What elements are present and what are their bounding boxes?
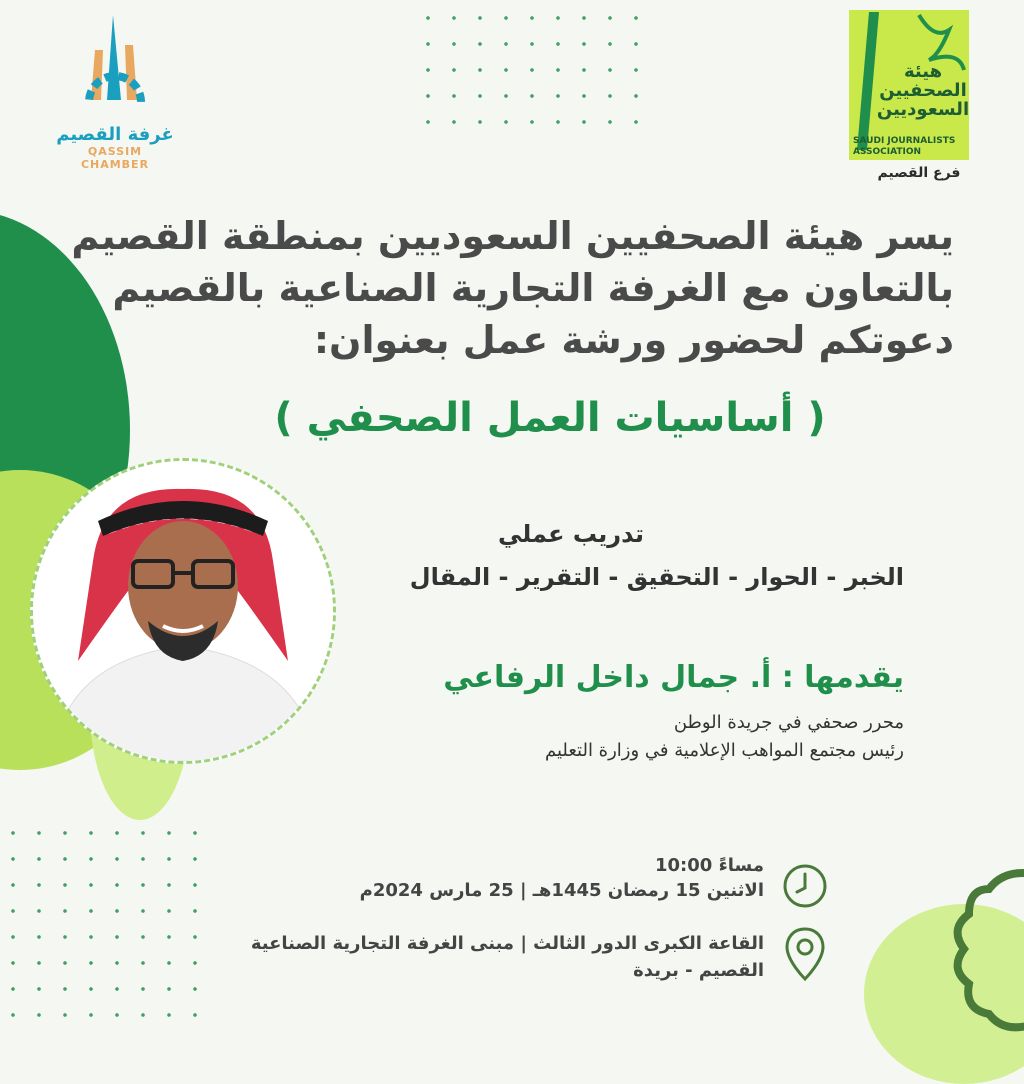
event-time: مساءً 10:00 xyxy=(655,855,764,876)
presenter-portrait-image xyxy=(33,461,333,761)
schedule-block xyxy=(360,855,764,901)
presenter-name: يقدمها : أ. جمال داخل الرفاعي xyxy=(443,660,904,695)
headline-line-2: بالتعاون مع الغرفة التجارية الصناعية بالقصيم xyxy=(112,266,954,310)
presenter-role-2: رئيس مجتمع المواهب الإعلامية في وزارة التعليم xyxy=(544,740,904,761)
headline-line-3: دعوتكم لحضور ورشة عمل بعنوان: xyxy=(313,318,954,362)
sja-arabic-line-1: هيئة xyxy=(903,61,943,82)
clock-icon xyxy=(781,862,829,914)
venue-line-2: القصيم - بريدة xyxy=(633,960,764,981)
presenter-photo xyxy=(30,458,336,764)
headline-line-1: يسر هيئة الصحفيين السعوديين بمنطقة القصيم xyxy=(71,214,954,258)
sja-arabic-line-3: السعوديين xyxy=(876,99,970,120)
sja-arabic-line-2: الصحفيين xyxy=(879,80,967,101)
decor-dot-grid-bottom xyxy=(0,820,200,1020)
decor-wavy-ring xyxy=(934,854,1024,1044)
qassim-chamber-arabic-name: غرفة القصيم xyxy=(56,124,174,145)
sja-branch-label: فرع القصيم xyxy=(877,165,961,181)
event-date: الاثنين 15 رمضان 1445هـ | 25 مارس 2024م xyxy=(359,880,764,901)
qassim-chamber-emblem-icon xyxy=(55,10,175,120)
decor-dot-grid-top xyxy=(415,5,645,135)
saudi-journalists-association-logo xyxy=(839,10,979,185)
location-pin-icon xyxy=(781,925,829,989)
training-topics: الخبر - الحوار - التحقيق - التقرير - المقال xyxy=(409,563,904,591)
workshop-title: ( أساسيات العمل الصحفي ) xyxy=(274,395,826,441)
qassim-chamber-english-name: QASSIM CHAMBER xyxy=(80,145,150,171)
qassim-chamber-logo xyxy=(55,10,175,171)
training-type-label: تدريب عملي xyxy=(497,520,644,548)
sja-english-line-2: ASSOCIATION xyxy=(853,147,922,157)
presenter-role-1: محرر صحفي في جريدة الوطن xyxy=(673,712,904,733)
venue-block xyxy=(251,930,764,984)
sja-english-line-1: SAUDI JOURNALISTS xyxy=(853,136,956,146)
venue-line-1: القاعة الكبرى الدور الثالث | مبنى الغرفة التجارية الصناعية xyxy=(250,933,764,954)
invitation-headline xyxy=(71,210,954,366)
